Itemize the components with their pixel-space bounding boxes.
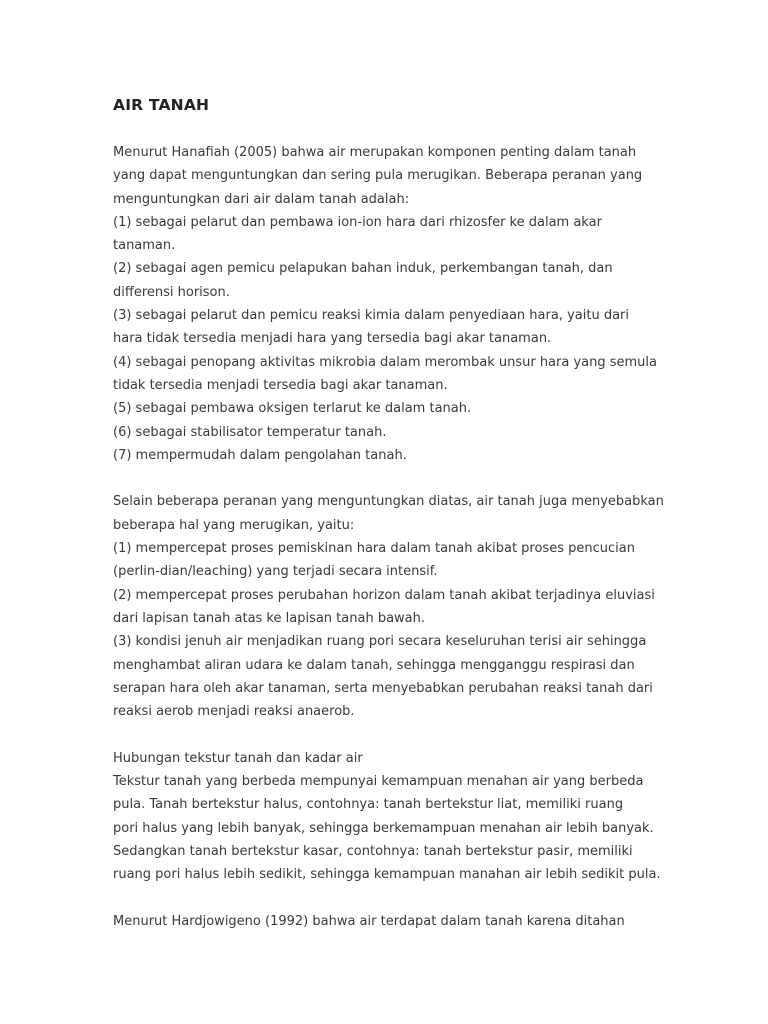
text-line: Selain beberapa peranan yang menguntungkan diatas, air tanah juga menyebabkan	[113, 494, 664, 510]
text-line: (6) sebagai stabilisator temperatur tanah.	[113, 424, 387, 440]
text-line: pori halus yang lebih banyak, sehingga berkemampuan menahan air lebih banyak.	[113, 820, 654, 836]
text-line: reaksi aerob menjadi reaksi anaerob.	[113, 704, 355, 720]
text-line: ruang pori halus lebih sedikit, sehingga kemampuan manahan air lebih sedikit pula.	[113, 867, 661, 883]
text-line: (2) mempercepat proses perubahan horizon dalam tanah akibat terjadinya eluviasi	[113, 587, 655, 603]
paragraph-gap	[113, 467, 658, 490]
document-body	[113, 141, 664, 933]
text-line: (1) mempercepat proses pemiskinan hara dalam tanah akibat proses pencucian	[113, 541, 635, 557]
text-line: Menurut Hardjowigeno (1992) bahwa air terdapat dalam tanah karena ditahan	[113, 913, 625, 929]
text-line: (1) sebagai pelarut dan pembawa ion-ion hara dari rhizosfer ke dalam akar	[113, 214, 602, 230]
text-line: pula. Tanah bertekstur halus, contohnya: tanah bertekstur liat, memiliki ruang	[113, 797, 624, 813]
paragraph-gap	[113, 723, 658, 746]
paragraph-gap	[113, 887, 658, 910]
document-page	[113, 93, 664, 933]
text-line: (5) sebagai pembawa oksigen terlarut ke dalam tanah.	[113, 401, 472, 417]
paragraph	[113, 141, 658, 467]
text-line: Menurut Hanafiah (2005) bahwa air merupakan komponen penting dalam tanah	[113, 145, 637, 160]
text-line: Tekstur tanah yang berbeda mempunyai kemampuan menahan air yang berbeda	[113, 774, 644, 790]
paragraph	[113, 747, 661, 887]
text-line: Hubungan tekstur tanah dan kadar air	[113, 750, 363, 766]
text-line: hara tidak tersedia menjadi hara yang tersedia bagi akar tanaman.	[113, 331, 552, 347]
text-line: beberapa hal yang merugikan, yaitu:	[113, 517, 355, 533]
text-line: menghambat aliran udara ke dalam tanah, sehingga mengganggu respirasi dan	[113, 657, 635, 673]
paragraph	[113, 910, 658, 933]
text-line: (3) sebagai pelarut dan pemicu reaksi kimia dalam penyediaan hara, yaitu dari	[113, 308, 629, 324]
text-line: yang dapat menguntungkan dan sering pula merugikan. Beberapa peranan yang	[113, 168, 643, 184]
text-line: differensi horison.	[113, 284, 230, 300]
text-line: tanaman.	[113, 238, 176, 254]
text-line: tidak tersedia menjadi tersedia bagi akar tanaman.	[113, 377, 448, 393]
text-line: dari lapisan tanah atas ke lapisan tanah bawah.	[113, 610, 426, 626]
document-title: AIR TANAH	[113, 96, 210, 114]
text-line: (4) sebagai penopang aktivitas mikrobia dalam merombak unsur hara yang semula	[113, 354, 658, 370]
text-line: Sedangkan tanah bertekstur kasar, contohnya: tanah bertekstur pasir, memiliki	[113, 843, 633, 859]
text-line: (3) kondisi jenuh air menjadikan ruang pori secara keseluruhan terisi air sehingga	[113, 634, 647, 650]
text-line: (2) sebagai agen pemicu pelapukan bahan induk, perkembangan tanah, dan	[113, 261, 613, 277]
text-line: menguntungkan dari air dalam tanah adalah:	[113, 191, 410, 207]
text-line: (7) mempermudah dalam pengolahan tanah.	[113, 447, 407, 463]
text-line: (perlin-dian/leaching) yang terjadi secara intensif.	[113, 564, 438, 580]
paragraph	[113, 490, 664, 723]
text-line: serapan hara oleh akar tanaman, serta menyebabkan perubahan reaksi tanah dari	[113, 680, 653, 696]
